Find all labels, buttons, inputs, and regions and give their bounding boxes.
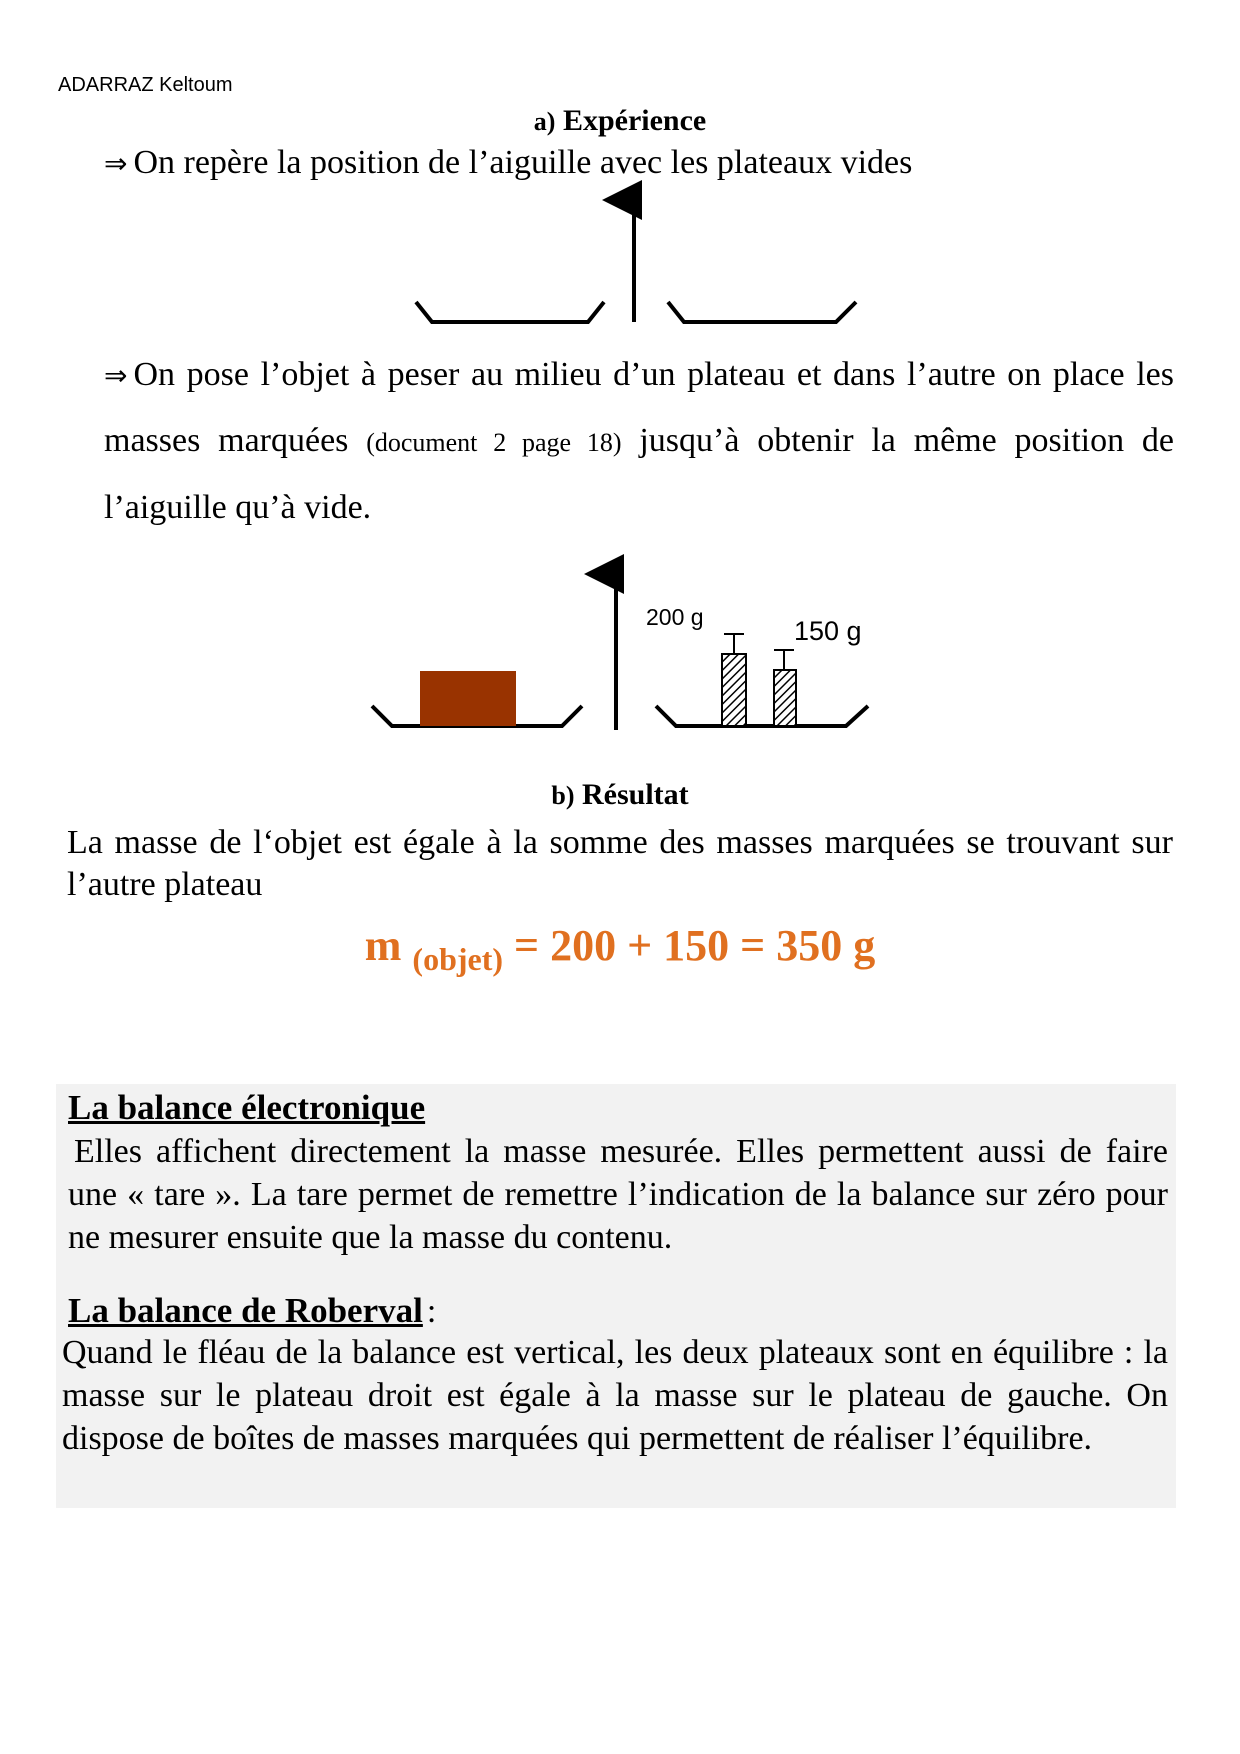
electronic-balance-text: Elles affichent directement la masse mesurée. Elles permettent aussi de faire une « tare ». La tare permet de remettre l’indication de la balance sur zéro pour ne mesurer ensuite que la masse du contenu. (68, 1133, 1168, 1256)
object-block (420, 671, 516, 726)
step-2-text-part2: jusqu’à obtenir la même position de l’aiguille qu’à vide. (104, 422, 1175, 526)
step-2 (104, 342, 1174, 540)
diagram-weighing (372, 574, 868, 730)
formula-result: = 200 + 150 = 350 g (514, 921, 876, 970)
implies-arrow-icon: ⇒ (104, 359, 128, 392)
result-text: La masse de l‘objet est égale à la somme des masses marquées se trouvant sur l’autre plateau (67, 824, 1173, 903)
step-1-text: On repère la position de l’aiguille avec les plateaux vides (133, 144, 913, 181)
mass-formula (0, 920, 1240, 978)
roberval-balance-text: Quand le fléau de la balance est vertical, les deux plateaux sont en équilibre : la masse sur le plateau droit est égale à la masse sur le plateau de gauche. On dispose de boîtes de masses marquées qui permettent de réaliser l’équilibre. (62, 1334, 1168, 1457)
diagram-empty-plates (416, 200, 856, 322)
section-b-label: b) (551, 781, 575, 810)
section-a-title: Expérience (562, 104, 707, 137)
author-name: ADARRAZ Keltoum (58, 74, 233, 96)
electronic-balance-title: La balance électronique (68, 1088, 426, 1127)
section-a-label: a) (533, 107, 556, 136)
right-plate (668, 302, 856, 322)
roberval-balance-title: La balance de Roberval (68, 1291, 423, 1330)
mass-150g (774, 650, 796, 726)
right-plate (656, 706, 868, 726)
document-reference: (document 2 page 18) (366, 428, 622, 457)
section-b-heading (0, 778, 1240, 812)
step-2-text-part1: On pose l’objet à peser au milieu d’un plateau et dans l’autre on place les masses marquées (104, 356, 1174, 459)
implies-arrow-icon: ⇒ (104, 147, 128, 180)
mass-200g-label: 200 g (646, 604, 704, 630)
mass-150g-label: 150 g (794, 616, 862, 646)
roberval-heading (68, 1291, 1168, 1331)
section-b-title: Résultat (581, 778, 689, 811)
roberval-colon: : (426, 1293, 437, 1330)
info-box (56, 1084, 1176, 1508)
left-plate (416, 302, 604, 322)
formula-m: m (364, 921, 402, 970)
mass-200g (722, 634, 746, 726)
formula-subscript: (objet) (412, 941, 504, 977)
